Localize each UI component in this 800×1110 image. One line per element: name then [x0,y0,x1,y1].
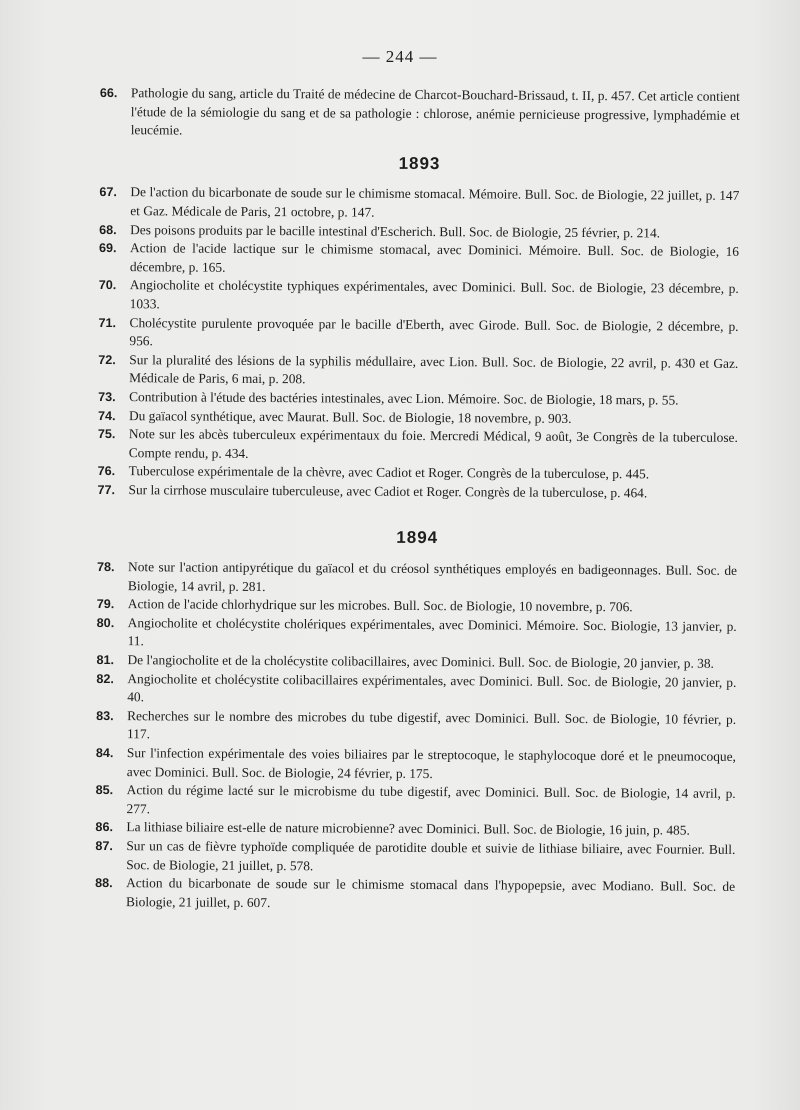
entry-number: 76. [97,464,116,479]
list-item-69 [99,239,739,280]
list-item-80 [97,614,737,655]
entry-number: 77. [97,482,116,497]
list-item-77 [97,481,737,504]
list-item-83 [96,707,736,748]
entry-number: 70. [98,278,117,293]
entry-text: Angiocholite et cholécystite typhiques expérimentales, avec Dominici. Bull. Soc. de Biologie, 23 décembre, p. 1033. [129,277,739,312]
entry-text: Action du régime lacté sur le microbisme du tube digestif, avec Dominici. Bull. Soc. de Biologie, 14 avril, p. 277. [126,782,736,817]
entry-number: 80. [96,615,115,630]
entry-text: De l'angiocholite et de la cholécystite colibacillaires, avec Dominici. Bull. Soc. de Biologie, 20 janvier, p. 38. [127,652,714,671]
list-item-72 [98,351,738,392]
entry-text: Note sur l'action antipyrétique du gaïacol et du créosol synthétiques employés en badigeonnages. Bull. Soc. de Biologie, 14 avril, p. 281. [127,559,738,594]
page-number: — 244 — [362,47,438,66]
entry-number: 71. [98,315,117,330]
year-heading-1893: 1893 [398,153,441,173]
entry-number: 84. [95,745,114,761]
entry-text: Action du bicarbonate de soude sur le chimisme stomacal dans l'hypopepsie, avec Modiano. Bull. Soc. de Biologie, 21 juillet, p. 607. [125,875,736,910]
entry-text: Action de l'acide chlorhydrique sur les microbes. Bull. Soc. de Biologie, 10 novembre, p. 706. [127,596,633,615]
entry-text: Sur un cas de fièvre typhoïde compliquée de parotidite double et suivie de lithiase biliaire, avec Fournier. Bull. Soc. de Biologie, 21 juillet, p. 578. [126,838,736,873]
list-item-87 [95,837,735,878]
list-item-78 [97,558,737,599]
entry-number: 68. [99,222,117,237]
entry-text: Tuberculose expérimentale de la chèvre, avec Cadiot et Roger. Congrès de la tuberculose, p. 445. [128,463,650,482]
entry-text: Des poisons produits par le bacille intestinal d'Escherich. Bull. Soc. de Biologie, 25 février, p. 214. [130,221,661,240]
entry-text: Sur l'infection expérimentale des voies biliaires par le streptocoque, le staphylocoque doré et le pneumocoque, avec Dominici. Bull. Soc. de Biologie, 24 février, p. 175. [126,745,736,781]
entry-number: 83. [96,708,114,723]
list-item-67 [99,183,739,224]
entry-text: Note sur les abcès tuberculeux expérimentaux du foie. Mercredi Médical, 9 août, 3e Congrès de la tuberculose. Compte rendu, p. 434. [128,426,738,461]
entry-text: Angiocholite et cholécystite colibacillaires expérimentales, avec Dominici. Bull. Soc. de Biologie, 20 janvier, p. 40. [127,670,737,705]
entry-number: 81. [96,653,115,668]
entry-text: De l'action du bicarbonate de soude sur le chimisme stomacal. Mémoire. Bull. Soc. de Biologie, 22 juillet, p. 147 et Gaz. Médicale de Paris, 21 octobre, p. 147. [130,184,740,220]
list-item-66 [100,84,740,144]
entry-number: 79. [96,597,115,612]
entry-number: 67. [99,185,117,200]
entry-number: 69. [98,241,117,256]
list-item-82 [96,670,736,711]
entry-text: Cholécystite purulente provoquée par le bacille d'Eberth, avec Girode. Bull. Soc. de Biologie, 2 décembre, p. 956. [129,314,739,349]
list-item-85 [96,781,736,822]
list-item-70 [99,276,739,317]
entry-text: Sur la pluralité des lésions de la syphilis médullaire, avec Lion. Bull. Soc. de Biologie, 22 avril, p. 430 et Gaz. Médicale de Paris, 6 mai, p. 208. [129,351,739,387]
entry-text: Action de l'acide lactique sur le chimisme stomacal, avec Dominici. Mémoire. Bull. Soc. de Biologie, 16 décembre, p. 165. [129,240,740,275]
entry-number: 78. [97,560,115,575]
list-item-71 [98,314,738,355]
entry-number: 85. [95,783,114,798]
entry-number: 66. [99,85,118,101]
entry-number: 74. [97,408,116,423]
entry-number: 87. [95,838,113,854]
entry-number: 72. [98,352,116,367]
entry-number: 75. [97,427,116,442]
entry-text: La lithiase biliaire est-elle de nature microbienne? avec Dominici. Bull. Soc. de Biologie, 16 juin, p. 485. [126,819,690,838]
year-heading-1894: 1894 [396,528,439,548]
entry-text: Du gaïacol synthétique, avec Maurat. Bull. Soc. de Biologie, 18 novembre, p. 903. [128,407,572,426]
entry-number: 73. [98,389,116,405]
bibliography-list [95,84,740,915]
entry-text: Pathologie du sang, article du Traité de médecine de Charcot-Bouchard-Brissaud, t. II, p. 457. Cet article contient l'étude de la sémiologie du sang et de sa pathologie : chlorose, anémie pernicieuse progressive, lymphadémie et leucémie. [130,85,740,138]
list-item-88 [95,874,735,915]
entry-text: Angiocholite et cholécystite cholériques expérimentales, avec Dominici. Mémoire. Soc. Biologie, 13 janvier, p. 11. [127,615,737,649]
entry-number: 88. [95,876,113,891]
entry-text: Recherches sur le nombre des microbes du tube digestif, avec Dominici. Bull. Soc. de Biologie, 10 février, p. 117. [126,707,737,742]
list-item-75 [98,425,738,466]
entry-number: 82. [96,671,114,686]
entry-text: Sur la cirrhose musculaire tuberculeuse, avec Cadiot et Roger. Congrès de la tuberculose, p. 464. [128,482,648,501]
entry-text: Contribution à l'étude des bactéries intestinales, avec Lion. Mémoire. Soc. de Biologie, 18 mars, p. 55. [129,389,679,408]
entry-number: 86. [95,820,114,835]
list-item-84 [96,744,736,785]
